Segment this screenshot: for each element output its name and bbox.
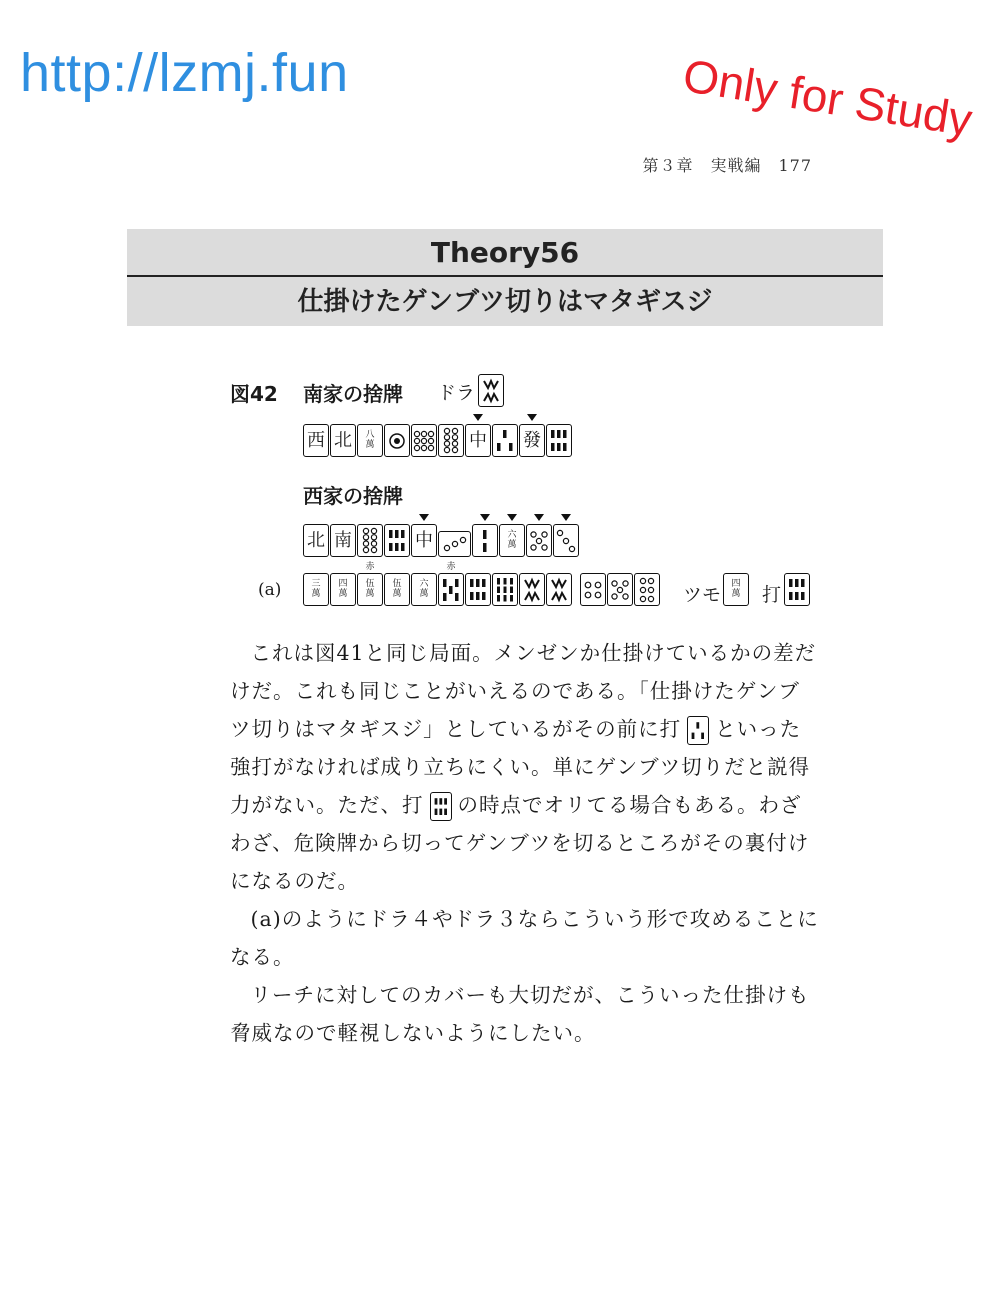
tsumo-label: ツモ [683,584,722,606]
theory-number: Theory56 [430,236,580,269]
tile-4-man: 四 萬 [330,573,356,606]
tile-3-man: 三 萬 [303,573,329,606]
called-marker-icon [419,514,429,521]
tile-5-sou-red [438,562,464,606]
called-marker-icon [473,414,483,421]
called-marker-icon [480,514,490,521]
tile-8-sou [546,573,572,606]
title-divider [127,275,883,277]
running-head: 第３章 実戦編 177 [642,156,812,175]
hand-a-label: (a) [258,580,282,600]
tsumo-tile-row [723,573,750,606]
tile-6-man: 六 萬 [411,573,437,606]
theory-title-box [127,229,883,326]
tile-3-pin-sideways [438,531,471,557]
tile-6-pin [634,573,660,606]
paragraph-3: リーチに対してのカバーも大切だが、こういった仕掛けも脅威なので軽視しないようにしたい。 [230,983,810,1045]
tile-3-sou [492,424,518,457]
tile-west-wind: 西 [303,424,329,457]
dora-row [478,374,505,407]
tile-5-pin [526,524,552,557]
tile-north-wind: 北 [330,424,356,457]
south-discards-label: 南家の捨牌 [303,382,403,406]
tile-2-sou [472,524,498,557]
paragraph-1: これは図41と同じ局面。メンゼンか仕掛けているかの差だけだ。これも同じことがいえるのである。「仕掛けたゲンブツ切りはマタギスジ」としているがその前に打 といった強打がなければ成り立ちにくい。単にゲンブツ切りだと説得力がない。ただ、打 の時点でオリてる場合もある。わざわざ、危険牌から切ってゲンブツを切るところがその裏付けになるのだ。 [230,641,817,893]
called-marker-icon [534,514,544,521]
tile-3-pin [553,524,579,557]
tile-8-sou [519,573,545,606]
tile-6-sou [546,424,572,457]
watermark-study: Only for Study [679,48,976,146]
tile-5-man-red: 赤 伍 萬 [357,573,383,606]
tile-red-dragon: 中 [411,524,437,557]
tile-6-sou [384,524,410,557]
red-five-label: 赤 [365,562,375,572]
called-marker-icon [561,514,571,521]
discard-label: 打 [762,584,782,606]
dora-label: ドラ [437,382,476,404]
tile-4-pin [580,573,606,606]
tile-5-man: 伍 萬 [384,573,410,606]
tile-8-man: 八 萬 [357,424,383,457]
tile-5-pin [607,573,633,606]
tile-8-pin [438,424,464,457]
body-text [230,634,820,1052]
called-marker-icon [507,514,517,521]
watermark-url: http://lzmj.fun [20,43,349,103]
west-discards [303,524,580,557]
dora-tile-8-sou [478,374,504,407]
tile-8-pin [357,524,383,557]
west-discards-label: 西家の捨牌 [303,484,403,508]
paragraph-2: (a)のようにドラ４やドラ３ならこういう形で攻めることになる。 [230,907,819,969]
figure-label: 図42 [230,382,278,406]
tile-6-man: 六 萬 [499,524,525,557]
tile-south-wind: 南 [330,524,356,557]
tile-9-pin [411,424,437,457]
inline-tile-3-sou [687,716,709,745]
discard-tile-6-sou [784,573,810,606]
tile-north-wind: 北 [303,524,329,557]
tsumo-tile-4-man: 四 萬 [723,573,749,606]
called-marker-icon [527,414,537,421]
discard-tile-row [784,573,811,606]
tile-1-pin [384,424,410,457]
tile-6-sou [465,573,491,606]
inline-tile-6-sou [430,792,452,821]
red-five-label: 赤 [446,562,456,572]
south-discards [303,424,573,457]
theory-heading: 仕掛けたゲンブツ切りはマタギスジ [297,287,713,317]
tile-red-dragon: 中 [465,424,491,457]
tile-9-sou [492,573,518,606]
tile-green-dragon: 發 [519,424,545,457]
hand-a-tiles [303,562,661,606]
